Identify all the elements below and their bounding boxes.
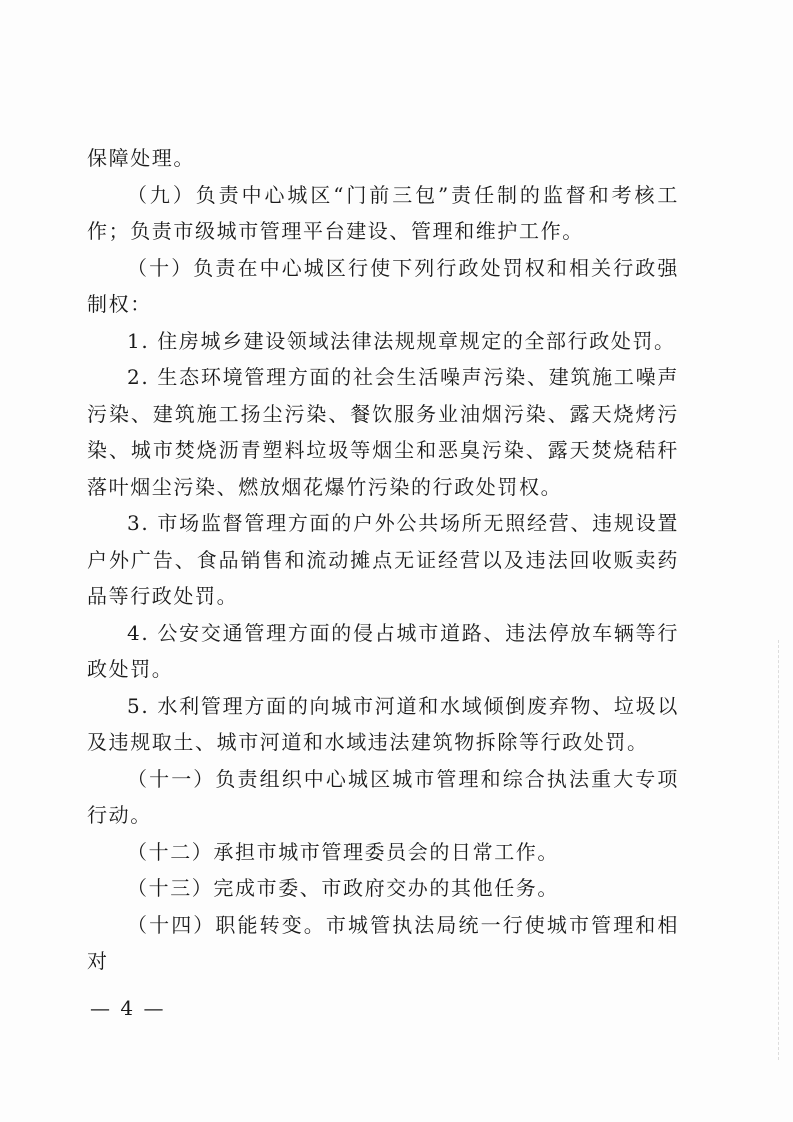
paragraph-item-12: （十二）承担市城市管理委员会的日常工作。 <box>127 839 559 864</box>
page-number: — 4 — <box>90 996 166 1020</box>
paragraph-subitem-3: 3. 市场监督管理方面的户外公共场所无照经营、违规设置户外广告、食品销售和流动摊点无证经营以及违法回收贩卖药品等行政处罚。 <box>87 511 679 608</box>
paragraph-item-14: （十四）职能转变。市城管执法局统一行使城市管理和相对 <box>87 912 679 973</box>
scan-edge-mark <box>778 640 779 1060</box>
paragraph-item-11: （十一）负责组织中心城区城市管理和综合执法重大专项行动。 <box>87 766 679 827</box>
paragraph-item-13: （十三）完成市委、市政府交办的其他任务。 <box>127 876 559 900</box>
document-body <box>87 140 679 980</box>
paragraph-subitem-4: 4. 公安交通管理方面的侵占城市道路、违法停放车辆等行政处罚。 <box>87 620 679 681</box>
paragraph-subitem-1: 1. 住房城乡建设领域法律法规规章规定的全部行政处罚。 <box>127 328 676 353</box>
paragraph-item-10: （十）负责在中心城区行使下列行政处罚权和相关行政强制权： <box>87 255 679 316</box>
paragraph-continuation: 保障处理。 <box>87 146 195 170</box>
paragraph-subitem-2: 2. 生态环境管理方面的社会生活噪声污染、建筑施工噪声污染、建筑施工扬尘污染、餐饮服务业油烟污染、露天烧烤污染、城市焚烧沥青塑料垃圾等烟尘和恶臭污染、露天焚烧秸秆落叶烟尘污染、燃放烟花爆竹污染的行政处罚权。 <box>87 365 679 499</box>
paragraph-item-9: （九）负责中心城区“门前三包”责任制的监督和考核工作；负责市级城市管理平台建设、管理和维护工作。 <box>87 182 679 243</box>
paragraph-subitem-5: 5. 水利管理方面的向城市河道和水域倾倒废弃物、垃圾以及违规取土、城市河道和水域违法建筑物拆除等行政处罚。 <box>87 693 679 754</box>
